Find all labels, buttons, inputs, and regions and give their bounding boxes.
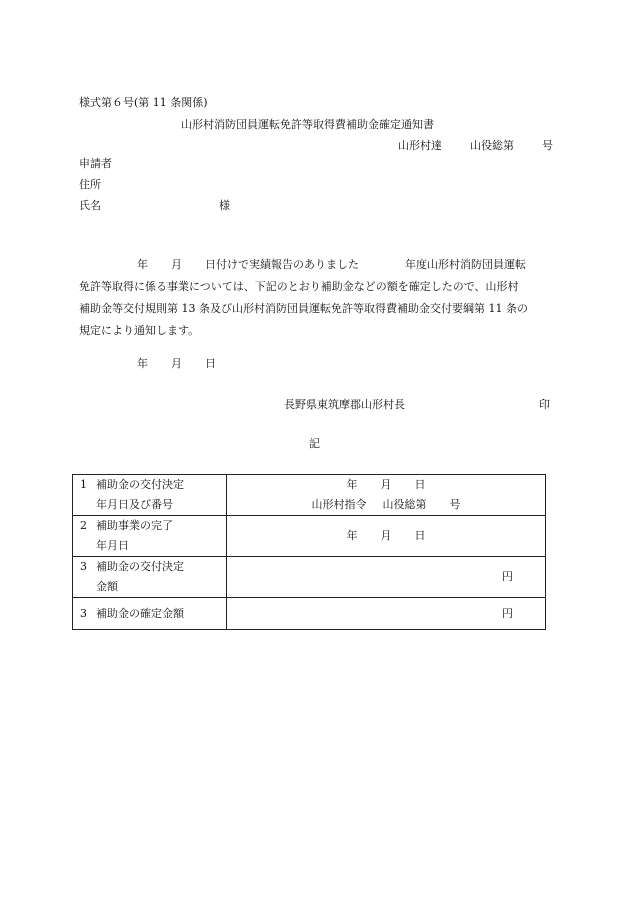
doc-number-prefix: 山役総第 (470, 139, 514, 152)
body-line-3: 補助金等交付規則第 13 条及び山形村消防団員運転免許等取得費補助金交付要綱第 11 条の (79, 302, 528, 315)
table-row (73, 598, 546, 630)
name-label: 氏名 (79, 199, 101, 212)
body-line-1: 年 月 日付けで実績報告のありました 年度山形村消防団員運転 (137, 258, 526, 271)
row-value (227, 557, 546, 598)
completion-date: 年 月 日 (346, 529, 426, 542)
row-label: 3 補助金の確定金額 (73, 598, 227, 630)
table-row (73, 475, 546, 516)
details-table (72, 474, 546, 630)
row-value (227, 475, 546, 516)
document-title: 山形村消防団員運転免許等取得費補助金確定通知書 (181, 118, 434, 131)
honorific: 様 (219, 199, 230, 212)
sender-name: 長野県東筑摩郡山形村長 (284, 398, 405, 411)
body-line-4: 規定により通知します。 (79, 324, 200, 337)
document-number (398, 139, 553, 153)
body-line-2: 免許等取得に係る事業については、下記のとおり補助金などの額を確定したので、山形村 (79, 280, 519, 293)
row-value (227, 598, 546, 630)
notice-date: 年 月 日 (137, 357, 216, 370)
row-label: 1 補助金の交付決定 年月日及び番号 (73, 475, 227, 516)
ki-heading: 記 (309, 437, 320, 450)
body-paragraph (79, 254, 557, 342)
yen-unit: 円 (502, 570, 513, 583)
doc-number-issuer: 山形村達 (398, 139, 442, 152)
doc-number-suffix: 号 (542, 139, 553, 152)
yen-unit: 円 (502, 606, 513, 620)
address-label: 住所 (79, 178, 101, 191)
applicant-label: 申請者 (79, 157, 112, 170)
row-label: 2 補助事業の完了 年月日 (73, 516, 227, 557)
row-value (227, 516, 546, 557)
table-row (73, 516, 546, 557)
decision-reference: 山形村指令 山役総第 号 (311, 498, 461, 511)
seal-mark: 印 (539, 398, 550, 411)
table-row (73, 557, 546, 598)
decision-date: 年 月 日 (346, 478, 426, 491)
form-number: 様式第６号(第 11 条関係) (79, 96, 208, 109)
row-label: 3 補助金の交付決定 金額 (73, 557, 227, 598)
